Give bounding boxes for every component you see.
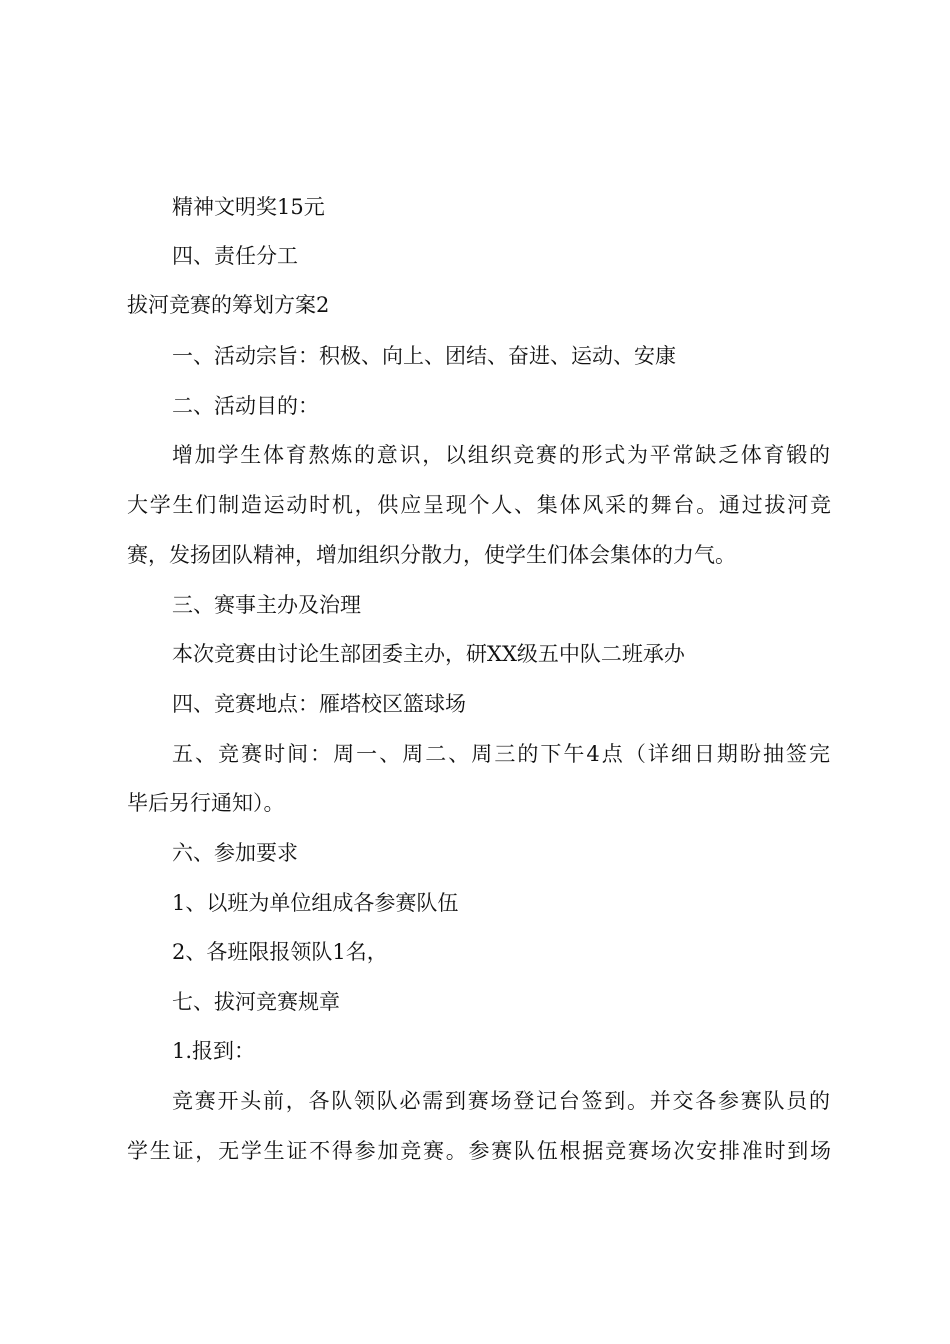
list-item-requirement-1: 1、以班为单位组成各参赛队伍 xyxy=(172,891,459,915)
paragraph-check-in-line-1: 竞赛开头前，各队领队必需到赛场登记台签到。并交各参赛队员的 xyxy=(172,1089,830,1113)
paragraph-goal-line-2: 大学生们制造运动时机，供应呈现个人、集体风采的舞台。通过拔河竞 xyxy=(127,493,831,517)
heading-rules: 七、拔河竞赛规章 xyxy=(172,990,340,1014)
paragraph-goal-line-3: 赛，发扬团队精神，增加组织分散力，使学生们体会集体的力气。 xyxy=(127,543,736,567)
heading-responsibility: 四、责任分工 xyxy=(172,244,298,268)
heading-venue: 四、竞赛地点：雁塔校区篮球场 xyxy=(172,692,466,716)
list-item-requirement-2: 2、各班限报领队1名， xyxy=(172,940,388,964)
heading-requirements: 六、参加要求 xyxy=(172,841,298,865)
heading-purpose-tenet: 一、活动宗旨：积极、向上、团结、奋进、运动、安康 xyxy=(172,344,676,368)
heading-activity-goal: 二、活动目的： xyxy=(172,394,319,418)
paragraph-check-in-line-2: 学生证，无学生证不得参加竞赛。参赛队伍根据竞赛场次安排准时到场 xyxy=(127,1139,831,1163)
text-organizer: 本次竞赛由讨论生部团委主办，研XX级五中队二班承办 xyxy=(172,642,685,666)
paragraph-time-line-1: 五、竞赛时间：周一、周二、周三的下午4点（详细日期盼抽签完 xyxy=(172,742,830,766)
section-title-plan-2: 拔河竞赛的筹划方案2 xyxy=(127,293,330,317)
paragraph-goal-line-1: 增加学生体育熬炼的意识，以组织竞赛的形式为平常缺乏体育锻的 xyxy=(172,443,830,467)
heading-organizer: 三、赛事主办及治理 xyxy=(172,593,361,617)
subheading-check-in: 1.报到： xyxy=(172,1039,256,1063)
paragraph-time-line-2: 毕后另行通知）。 xyxy=(127,791,285,815)
text-line-prize: 精神文明奖15元 xyxy=(172,195,325,219)
